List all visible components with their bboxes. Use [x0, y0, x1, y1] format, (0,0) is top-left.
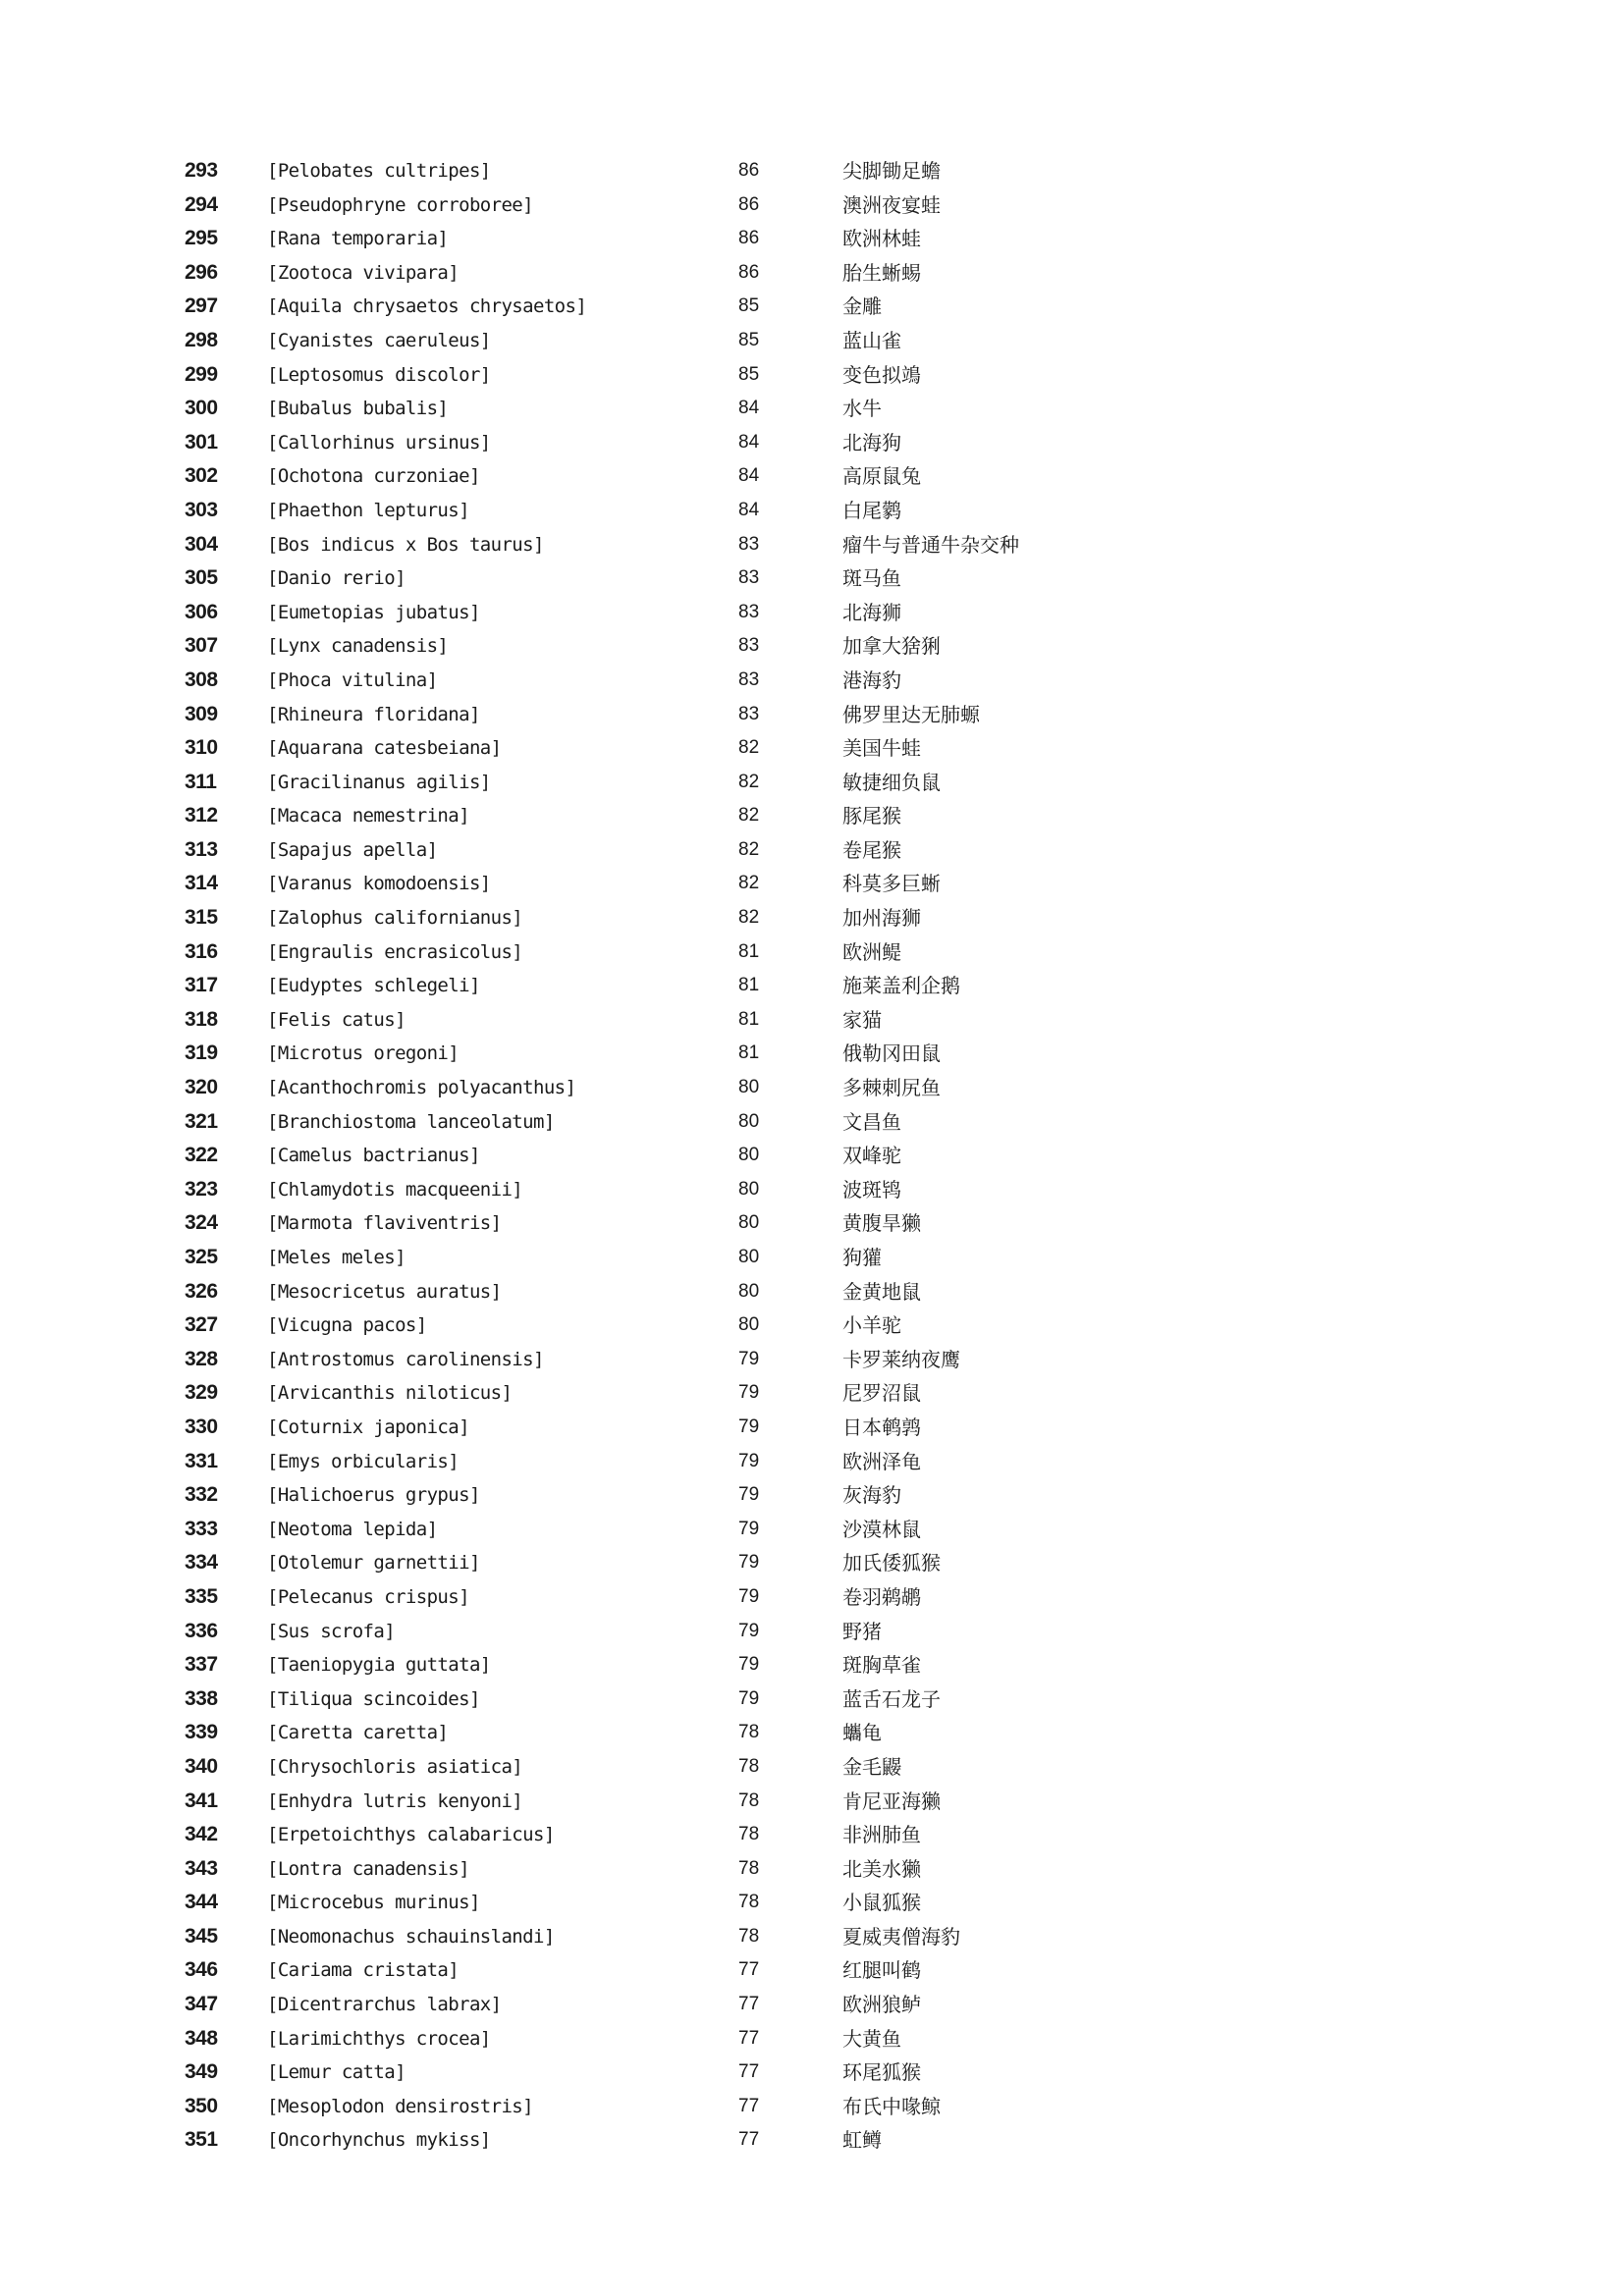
row-scientific-name: [Eumetopias jubatus]	[267, 601, 480, 623]
row-rank: 328	[185, 1347, 218, 1370]
row-count: 82	[738, 805, 760, 827]
row-chinese-name: 尖脚锄足蟾	[842, 159, 941, 183]
row-count: 82	[738, 771, 760, 792]
table-row	[0, 494, 1624, 528]
row-rank: 319	[185, 1041, 218, 1065]
row-count: 80	[738, 1145, 760, 1166]
row-rank: 315	[185, 906, 218, 930]
row-count: 86	[738, 228, 760, 249]
row-chinese-name: 小羊驼	[842, 1313, 901, 1338]
table-row	[0, 867, 1624, 901]
row-chinese-name: 肯尼亚海獭	[842, 1789, 941, 1813]
table-row	[0, 1241, 1624, 1275]
row-scientific-name: [Halichoerus grypus]	[267, 1484, 480, 1507]
row-scientific-name: [Emys orbicularis]	[267, 1450, 460, 1472]
row-chinese-name: 加州海狮	[842, 906, 921, 931]
row-count: 78	[738, 1789, 760, 1811]
row-count: 80	[738, 1110, 760, 1132]
row-rank: 344	[185, 1891, 218, 1914]
row-scientific-name: [Sapajus apella]	[267, 838, 438, 861]
row-rank: 327	[185, 1313, 218, 1337]
row-rank: 330	[185, 1415, 218, 1438]
row-rank: 318	[185, 1007, 218, 1031]
row-count: 79	[738, 1552, 760, 1574]
row-count: 78	[738, 1755, 760, 1777]
row-rank: 337	[185, 1653, 218, 1677]
row-count: 79	[738, 1620, 760, 1641]
row-count: 80	[738, 1077, 760, 1098]
row-count: 86	[738, 261, 760, 283]
row-chinese-name: 波斑鸨	[842, 1177, 901, 1201]
row-scientific-name: [Meles meles]	[267, 1247, 406, 1268]
row-scientific-name: [Mesocricetus auratus]	[267, 1280, 502, 1303]
row-rank: 348	[185, 2026, 218, 2050]
row-rank: 322	[185, 1144, 218, 1167]
row-rank: 298	[185, 328, 218, 351]
row-count: 82	[738, 907, 760, 929]
row-scientific-name: [Lontra canadensis]	[267, 1857, 469, 1880]
row-chinese-name: 斑胸草雀	[842, 1653, 921, 1678]
table-row	[0, 1139, 1624, 1173]
row-rank: 336	[185, 1619, 218, 1642]
row-scientific-name: [Tiliqua scincoides]	[267, 1687, 480, 1710]
row-chinese-name: 港海豹	[842, 667, 901, 692]
table-row	[0, 2056, 1624, 2090]
row-chinese-name: 变色拟鴗	[842, 362, 921, 387]
row-count: 79	[738, 1415, 760, 1437]
row-count: 84	[738, 431, 760, 453]
row-rank: 307	[185, 634, 218, 658]
row-rank: 351	[185, 2128, 218, 2152]
row-count: 79	[738, 1654, 760, 1676]
table-row	[0, 969, 1624, 1003]
species-table	[0, 154, 1624, 2158]
row-scientific-name: [Varanus komodoensis]	[267, 873, 491, 895]
row-scientific-name: [Oncorhynchus mykiss]	[267, 2129, 491, 2152]
table-row	[0, 2022, 1624, 2056]
row-rank: 296	[185, 260, 218, 284]
table-row	[0, 1886, 1624, 1920]
row-count: 78	[738, 1722, 760, 1743]
row-scientific-name: [Bubalus bubalis]	[267, 398, 449, 420]
row-scientific-name: [Antrostomus carolinensis]	[267, 1348, 544, 1370]
row-count: 81	[738, 940, 760, 962]
row-scientific-name: [Pelobates cultripes]	[267, 160, 491, 182]
row-count: 85	[738, 363, 760, 385]
row-chinese-name: 欧洲林蛙	[842, 227, 921, 251]
row-count: 81	[738, 1008, 760, 1030]
row-rank: 314	[185, 872, 218, 895]
row-chinese-name: 佛罗里达无肺螈	[842, 702, 980, 726]
row-chinese-name: 加氏倭狐猴	[842, 1551, 941, 1575]
row-rank: 332	[185, 1483, 218, 1507]
row-count: 78	[738, 1857, 760, 1879]
row-scientific-name: [Cariama cristata]	[267, 1959, 460, 1982]
table-row	[0, 935, 1624, 970]
row-rank: 325	[185, 1246, 218, 1268]
table-row	[0, 459, 1624, 494]
row-chinese-name: 加拿大猞猁	[842, 634, 941, 659]
row-rank: 308	[185, 667, 218, 691]
row-chinese-name: 白尾鹲	[842, 498, 901, 522]
row-rank: 341	[185, 1789, 218, 1812]
row-rank: 299	[185, 362, 218, 386]
row-rank: 342	[185, 1823, 218, 1846]
row-count: 83	[738, 533, 760, 555]
row-rank: 305	[185, 566, 218, 590]
row-rank: 339	[185, 1721, 218, 1744]
row-chinese-name: 胎生蜥蜴	[842, 260, 921, 285]
row-count: 77	[738, 1959, 760, 1981]
table-row	[0, 188, 1624, 223]
row-count: 80	[738, 1314, 760, 1336]
row-rank: 301	[185, 430, 218, 454]
row-chinese-name: 美国牛蛙	[842, 736, 921, 761]
row-scientific-name: [Gracilinanus agilis]	[267, 771, 491, 793]
row-count: 80	[738, 1280, 760, 1302]
row-scientific-name: [Zootoca vivipara]	[267, 261, 460, 284]
table-row	[0, 1105, 1624, 1140]
row-scientific-name: [Enhydra lutris kenyoni]	[267, 1789, 523, 1812]
row-scientific-name: [Camelus bactrianus]	[267, 1145, 480, 1167]
table-row	[0, 1478, 1624, 1513]
row-count: 85	[738, 295, 760, 317]
row-count: 78	[738, 1824, 760, 1845]
table-row	[0, 1818, 1624, 1852]
row-count: 83	[738, 601, 760, 622]
row-rank: 293	[185, 159, 218, 182]
row-rank: 335	[185, 1584, 218, 1608]
row-scientific-name: [Taeniopygia guttata]	[267, 1654, 491, 1677]
row-count: 77	[738, 2095, 760, 2116]
table-row	[0, 1411, 1624, 1445]
row-rank: 326	[185, 1279, 218, 1303]
table-row	[0, 358, 1624, 393]
row-scientific-name: [Rana temporaria]	[267, 228, 449, 250]
row-rank: 334	[185, 1551, 218, 1575]
row-scientific-name: [Coturnix japonica]	[267, 1415, 469, 1438]
row-rank: 329	[185, 1381, 218, 1405]
table-row	[0, 324, 1624, 358]
row-rank: 340	[185, 1754, 218, 1778]
row-chinese-name: 多棘刺尻鱼	[842, 1076, 941, 1100]
row-count: 79	[738, 1518, 760, 1539]
table-row	[0, 799, 1624, 833]
table-row	[0, 290, 1624, 324]
table-row	[0, 2090, 1624, 2124]
row-rank: 331	[185, 1449, 218, 1472]
row-count: 80	[738, 1247, 760, 1267]
row-count: 79	[738, 1687, 760, 1709]
row-count: 80	[738, 1178, 760, 1200]
row-count: 86	[738, 160, 760, 181]
row-chinese-name: 欧洲鳀	[842, 939, 901, 964]
table-row	[0, 1206, 1624, 1241]
table-row	[0, 426, 1624, 460]
table-row	[0, 1648, 1624, 1682]
row-chinese-name: 欧洲狼鲈	[842, 1993, 921, 2017]
table-row	[0, 1275, 1624, 1309]
row-count: 83	[738, 567, 760, 589]
row-scientific-name: [Branchiostoma lanceolatum]	[267, 1110, 555, 1133]
row-chinese-name: 蠵龟	[842, 1721, 882, 1745]
row-count: 80	[738, 1212, 760, 1234]
row-chinese-name: 小鼠狐猴	[842, 1891, 921, 1915]
row-scientific-name: [Neomonachus schauinslandi]	[267, 1925, 555, 1948]
table-row	[0, 833, 1624, 868]
table-row	[0, 1071, 1624, 1105]
row-scientific-name: [Leptosomus discolor]	[267, 363, 491, 386]
row-scientific-name: [Caretta caretta]	[267, 1722, 449, 1744]
table-row	[0, 1716, 1624, 1750]
row-chinese-name: 尼罗沼鼠	[842, 1381, 921, 1406]
row-rank: 294	[185, 192, 218, 216]
row-chinese-name: 蓝山雀	[842, 328, 901, 352]
table-row	[0, 1988, 1624, 2022]
row-rank: 306	[185, 600, 218, 623]
table-row	[0, 1173, 1624, 1207]
row-count: 79	[738, 1450, 760, 1471]
table-row	[0, 1376, 1624, 1411]
row-chinese-name: 科莫多巨蜥	[842, 872, 941, 896]
row-scientific-name: [Lemur catta]	[267, 2061, 406, 2084]
table-row	[0, 731, 1624, 766]
table-row	[0, 2123, 1624, 2158]
row-scientific-name: [Zalophus californianus]	[267, 907, 523, 930]
row-chinese-name: 野猪	[842, 1619, 882, 1643]
row-chinese-name: 双峰驼	[842, 1144, 901, 1168]
row-scientific-name: [Pelecanus crispus]	[267, 1585, 469, 1608]
row-count: 84	[738, 499, 760, 520]
row-scientific-name: [Lynx canadensis]	[267, 635, 449, 658]
row-chinese-name: 金毛鼹	[842, 1754, 901, 1779]
row-rank: 320	[185, 1076, 218, 1099]
row-scientific-name: [Erpetoichthys calabaricus]	[267, 1824, 555, 1846]
row-rank: 316	[185, 939, 218, 963]
table-row	[0, 664, 1624, 698]
row-count: 79	[738, 1382, 760, 1404]
row-count: 81	[738, 975, 760, 996]
row-chinese-name: 环尾狐猴	[842, 2060, 921, 2085]
table-row	[0, 561, 1624, 596]
row-rank: 302	[185, 464, 218, 488]
row-rank: 323	[185, 1177, 218, 1201]
row-count: 82	[738, 737, 760, 759]
row-chinese-name: 黄腹旱獭	[842, 1211, 921, 1236]
row-scientific-name: [Ochotona curzoniae]	[267, 465, 480, 488]
row-scientific-name: [Dicentrarchus labrax]	[267, 1994, 502, 2016]
row-count: 82	[738, 873, 760, 894]
table-row	[0, 629, 1624, 664]
row-chinese-name: 灰海豹	[842, 1483, 901, 1508]
row-scientific-name: [Aquarana catesbeiana]	[267, 737, 502, 760]
row-scientific-name: [Neotoma lepida]	[267, 1518, 438, 1540]
row-chinese-name: 非洲肺鱼	[842, 1823, 921, 1847]
row-rank: 345	[185, 1924, 218, 1948]
row-scientific-name: [Callorhinus ursinus]	[267, 431, 491, 454]
row-scientific-name: [Marmota flaviventris]	[267, 1212, 502, 1235]
row-scientific-name: [Phaethon lepturus]	[267, 499, 469, 521]
row-chinese-name: 水牛	[842, 397, 882, 421]
row-rank: 304	[185, 532, 218, 556]
row-chinese-name: 沙漠林鼠	[842, 1517, 921, 1541]
row-count: 79	[738, 1348, 760, 1369]
table-row	[0, 1343, 1624, 1377]
row-count: 77	[738, 2129, 760, 2151]
row-rank: 349	[185, 2060, 218, 2084]
row-rank: 309	[185, 702, 218, 725]
row-count: 78	[738, 1925, 760, 1947]
row-chinese-name: 北海狗	[842, 430, 901, 454]
row-scientific-name: [Felis catus]	[267, 1008, 406, 1031]
row-count: 81	[738, 1042, 760, 1064]
row-scientific-name: [Danio rerio]	[267, 567, 406, 590]
table-row	[0, 1750, 1624, 1785]
row-rank: 333	[185, 1517, 218, 1540]
row-chinese-name: 红腿叫鹤	[842, 1958, 921, 1983]
row-rank: 317	[185, 974, 218, 997]
row-scientific-name: [Vicugna pacos]	[267, 1314, 427, 1337]
row-scientific-name: [Acanthochromis polyacanthus]	[267, 1077, 576, 1099]
row-count: 83	[738, 635, 760, 657]
row-count: 82	[738, 838, 760, 860]
row-count: 86	[738, 193, 760, 215]
row-rank: 295	[185, 227, 218, 250]
row-scientific-name: [Cyanistes caeruleus]	[267, 329, 491, 351]
row-rank: 324	[185, 1211, 218, 1235]
row-chinese-name: 卷尾猴	[842, 837, 901, 862]
table-row	[0, 392, 1624, 426]
row-count: 79	[738, 1484, 760, 1506]
row-rank: 338	[185, 1686, 218, 1710]
row-rank: 303	[185, 498, 218, 521]
row-rank: 347	[185, 1993, 218, 2016]
row-chinese-name: 豚尾猴	[842, 804, 901, 828]
row-scientific-name: [Otolemur garnettii]	[267, 1552, 480, 1575]
row-scientific-name: [Chrysochloris asiatica]	[267, 1755, 523, 1778]
table-row	[0, 1445, 1624, 1479]
table-row	[0, 528, 1624, 562]
row-scientific-name: [Arvicanthis niloticus]	[267, 1382, 513, 1405]
row-count: 83	[738, 668, 760, 690]
row-rank: 321	[185, 1109, 218, 1133]
row-chinese-name: 卡罗莱纳夜鹰	[842, 1347, 960, 1371]
table-row	[0, 596, 1624, 630]
row-scientific-name: [Phoca vitulina]	[267, 668, 438, 691]
table-row	[0, 1682, 1624, 1717]
row-scientific-name: [Engraulis encrasicolus]	[267, 940, 523, 963]
row-scientific-name: [Pseudophryne corroboree]	[267, 193, 533, 216]
row-chinese-name: 金黄地鼠	[842, 1279, 921, 1304]
table-row	[0, 1003, 1624, 1038]
row-count: 84	[738, 398, 760, 419]
row-scientific-name: [Rhineura floridana]	[267, 703, 480, 725]
row-chinese-name: 敏捷细负鼠	[842, 770, 941, 794]
row-rank: 311	[185, 770, 217, 793]
row-chinese-name: 北美水獭	[842, 1856, 921, 1881]
row-rank: 313	[185, 837, 218, 861]
row-chinese-name: 布氏中喙鲸	[842, 2094, 941, 2118]
row-rank: 350	[185, 2094, 218, 2117]
row-scientific-name: [Chlamydotis macqueenii]	[267, 1178, 523, 1201]
table-row	[0, 1785, 1624, 1819]
row-chinese-name: 俄勒冈田鼠	[842, 1041, 941, 1066]
row-count: 77	[738, 2027, 760, 2049]
table-row	[0, 1546, 1624, 1580]
row-count: 84	[738, 465, 760, 487]
row-chinese-name: 施莱盖利企鹅	[842, 974, 960, 998]
table-row	[0, 1308, 1624, 1343]
table-row	[0, 1852, 1624, 1887]
row-chinese-name: 澳洲夜宴蛙	[842, 192, 941, 217]
row-scientific-name: [Sus scrofa]	[267, 1620, 396, 1642]
row-chinese-name: 虹鳟	[842, 2128, 882, 2153]
row-chinese-name: 北海狮	[842, 600, 901, 624]
table-row	[0, 1920, 1624, 1954]
row-chinese-name: 家猫	[842, 1007, 882, 1032]
row-chinese-name: 卷羽鹈鹕	[842, 1584, 921, 1609]
row-scientific-name: [Microtus oregoni]	[267, 1042, 460, 1065]
row-chinese-name: 金雕	[842, 294, 882, 319]
row-scientific-name: [Bos indicus x Bos taurus]	[267, 533, 544, 556]
row-count: 78	[738, 1892, 760, 1913]
row-count: 83	[738, 703, 760, 724]
table-row	[0, 1513, 1624, 1547]
row-scientific-name: [Larimichthys crocea]	[267, 2027, 491, 2050]
row-chinese-name: 瘤牛与普通牛杂交种	[842, 532, 1019, 557]
table-row	[0, 1037, 1624, 1071]
row-scientific-name: [Mesoplodon densirostris]	[267, 2095, 533, 2117]
row-rank: 312	[185, 804, 218, 828]
row-chinese-name: 斑马鱼	[842, 566, 901, 591]
row-chinese-name: 高原鼠兔	[842, 464, 921, 489]
row-chinese-name: 欧洲泽龟	[842, 1449, 921, 1473]
row-count: 85	[738, 329, 760, 350]
row-chinese-name: 夏威夷僧海豹	[842, 1924, 960, 1949]
table-row	[0, 901, 1624, 935]
row-count: 77	[738, 1994, 760, 2015]
row-count: 79	[738, 1585, 760, 1607]
table-row	[0, 1580, 1624, 1615]
row-count: 77	[738, 2061, 760, 2083]
table-row	[0, 698, 1624, 732]
row-rank: 310	[185, 736, 218, 760]
row-rank: 343	[185, 1856, 218, 1880]
row-chinese-name: 文昌鱼	[842, 1109, 901, 1134]
row-chinese-name: 蓝舌石龙子	[842, 1686, 941, 1711]
table-row	[0, 154, 1624, 188]
table-row	[0, 256, 1624, 291]
row-scientific-name: [Macaca nemestrina]	[267, 805, 469, 828]
row-scientific-name: [Eudyptes schlegeli]	[267, 975, 480, 997]
table-row	[0, 1615, 1624, 1649]
table-row	[0, 766, 1624, 800]
table-row	[0, 222, 1624, 256]
row-chinese-name: 狗獾	[842, 1246, 882, 1269]
row-chinese-name: 大黄鱼	[842, 2026, 901, 2051]
row-rank: 300	[185, 397, 218, 420]
row-rank: 297	[185, 294, 218, 318]
row-chinese-name: 日本鹌鹑	[842, 1415, 921, 1439]
row-rank: 346	[185, 1958, 218, 1982]
row-scientific-name: [Microcebus murinus]	[267, 1892, 480, 1914]
row-scientific-name: [Aquila chrysaetos chrysaetos]	[267, 295, 587, 318]
table-row	[0, 1953, 1624, 1988]
